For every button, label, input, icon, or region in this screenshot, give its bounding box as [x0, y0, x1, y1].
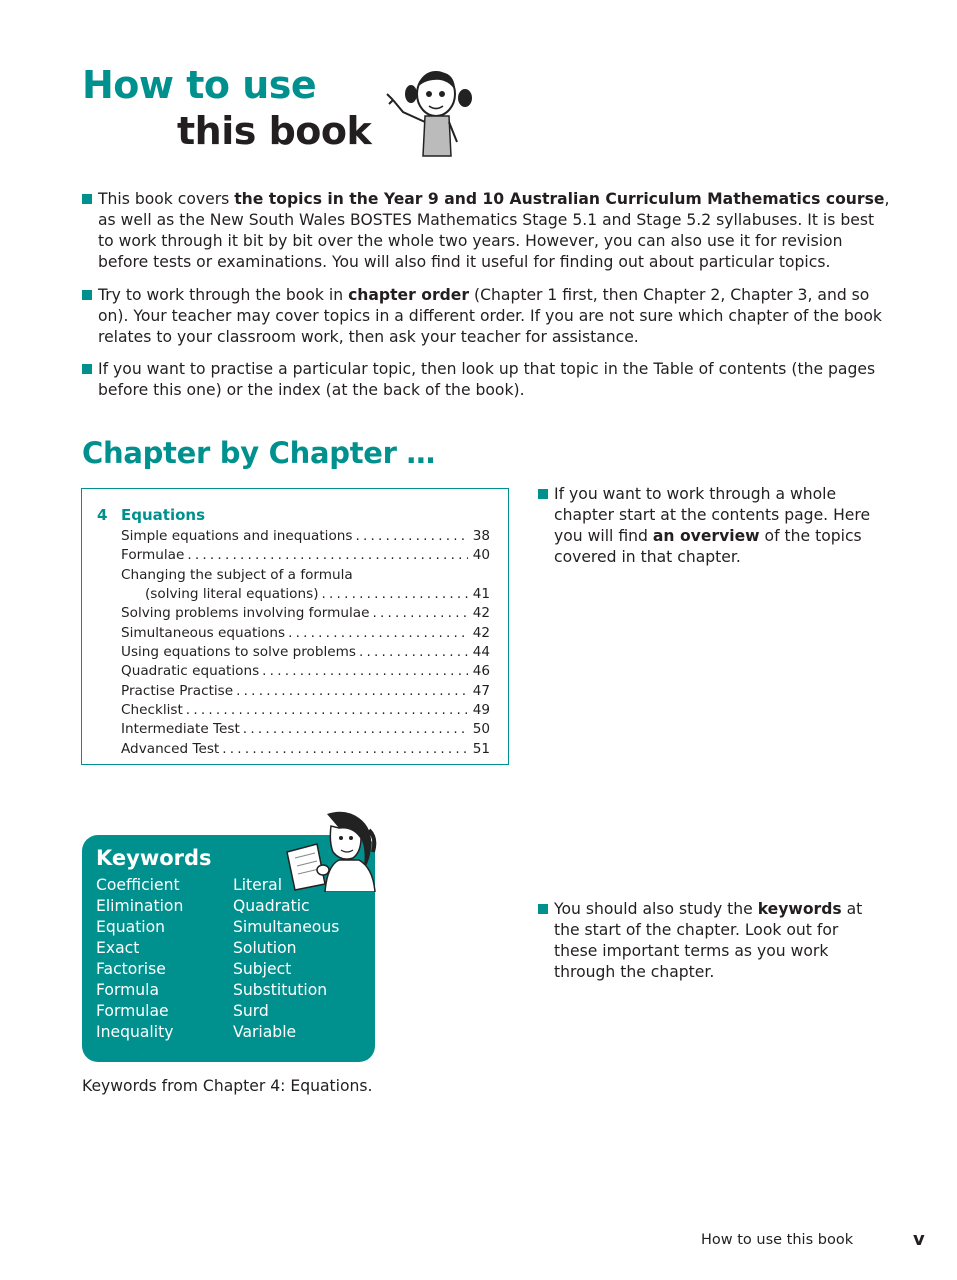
chapter-by-chapter-heading: Chapter by Chapter …	[82, 436, 436, 470]
toc-row: Using equations to solve problems ..... 44	[121, 643, 490, 662]
square-bullet-icon	[538, 904, 548, 914]
toc-row: Simultaneous equations ..... 42	[121, 624, 490, 643]
keyword: Variable	[233, 1023, 297, 1041]
keyword: Coefficient	[96, 876, 180, 894]
toc-row: Simple equations and inequations ..... 38	[121, 527, 490, 546]
intro-paragraph-3: If you want to practise a particular topic, then look up that topic in the Table of contents (the pages before this one) or the index (at the back of the book).	[82, 359, 892, 401]
overview-note: If you want to work through a whole chapter start at the contents page. Here you will find an overview of the topics covered in that chapter.	[538, 484, 878, 568]
square-bullet-icon	[82, 194, 92, 204]
toc-row: Formulae ..... 40	[121, 546, 490, 565]
toc-row: Quadratic equations ..... 46	[121, 662, 490, 681]
keywords-heading: Keywords	[96, 846, 212, 870]
keyword: Equation	[96, 918, 166, 936]
square-bullet-icon	[538, 489, 548, 499]
keyword: Elimination	[96, 897, 184, 915]
toc-chapter-number: 4	[97, 506, 108, 524]
keywords-note: You should also study the keywords at the start of the chapter. Look out for these important terms as you work through the chapter.	[538, 899, 878, 983]
footer-running-title: How to use this book	[701, 1232, 854, 1248]
toc-row: Solving problems involving formulae ..... 42	[121, 604, 490, 623]
toc-row: Intermediate Test ..... 50	[121, 720, 490, 739]
girl-reading-illustration	[283, 808, 379, 892]
keyword: Simultaneous	[233, 918, 340, 936]
keyword: Exact	[96, 939, 140, 957]
square-bullet-icon	[82, 290, 92, 300]
keyword: Factorise	[96, 960, 166, 978]
keyword: Formulae	[96, 1002, 169, 1020]
toc-row: Advanced Test ..... 51	[121, 740, 490, 759]
girl-pointing-illustration	[383, 64, 475, 166]
keyword: Substitution	[233, 981, 328, 999]
toc-row: (solving literal equations) ..... 41	[145, 585, 490, 604]
keyword: Formula	[96, 981, 160, 999]
keyword: Surd	[233, 1002, 269, 1020]
page-title-line2: this book	[177, 109, 372, 153]
toc-row: Checklist ..... 49	[121, 701, 490, 720]
toc-row: Practise Practise ..... 47	[121, 682, 490, 701]
page-title-line1: How to use	[82, 63, 317, 107]
keywords-caption: Keywords from Chapter 4: Equations.	[82, 1077, 373, 1095]
keyword: Literal	[233, 876, 283, 894]
toc-chapter-title: Equations	[121, 506, 206, 524]
keyword: Solution	[233, 939, 297, 957]
keyword: Quadratic	[233, 897, 310, 915]
square-bullet-icon	[82, 364, 92, 374]
keyword: Subject	[233, 960, 292, 978]
intro-paragraph-1: This book covers the topics in the Year 9 and 10 Australian Curriculum Mathematics course, as well as the New South Wales BOSTES Mathematics Stage 5.1 and Stage 5.2 syllabuses. It is best to work through it bit by bit over the whole two years. However, you can also use it for revision before tests or examinations. You will also find it useful for finding out about particular topics.	[82, 189, 892, 273]
toc-row: Changing the subject of a formula	[121, 567, 353, 583]
keyword: Inequality	[96, 1023, 174, 1041]
intro-paragraph-2: Try to work through the book in chapter order (Chapter 1 first, then Chapter 2, Chapter 3, and so on). Your teacher may cover topics in a different order. If you are not sure which chapter of the book relates to your classroom work, then ask your teacher for assistance.	[82, 285, 892, 348]
page-number: v	[913, 1229, 925, 1250]
